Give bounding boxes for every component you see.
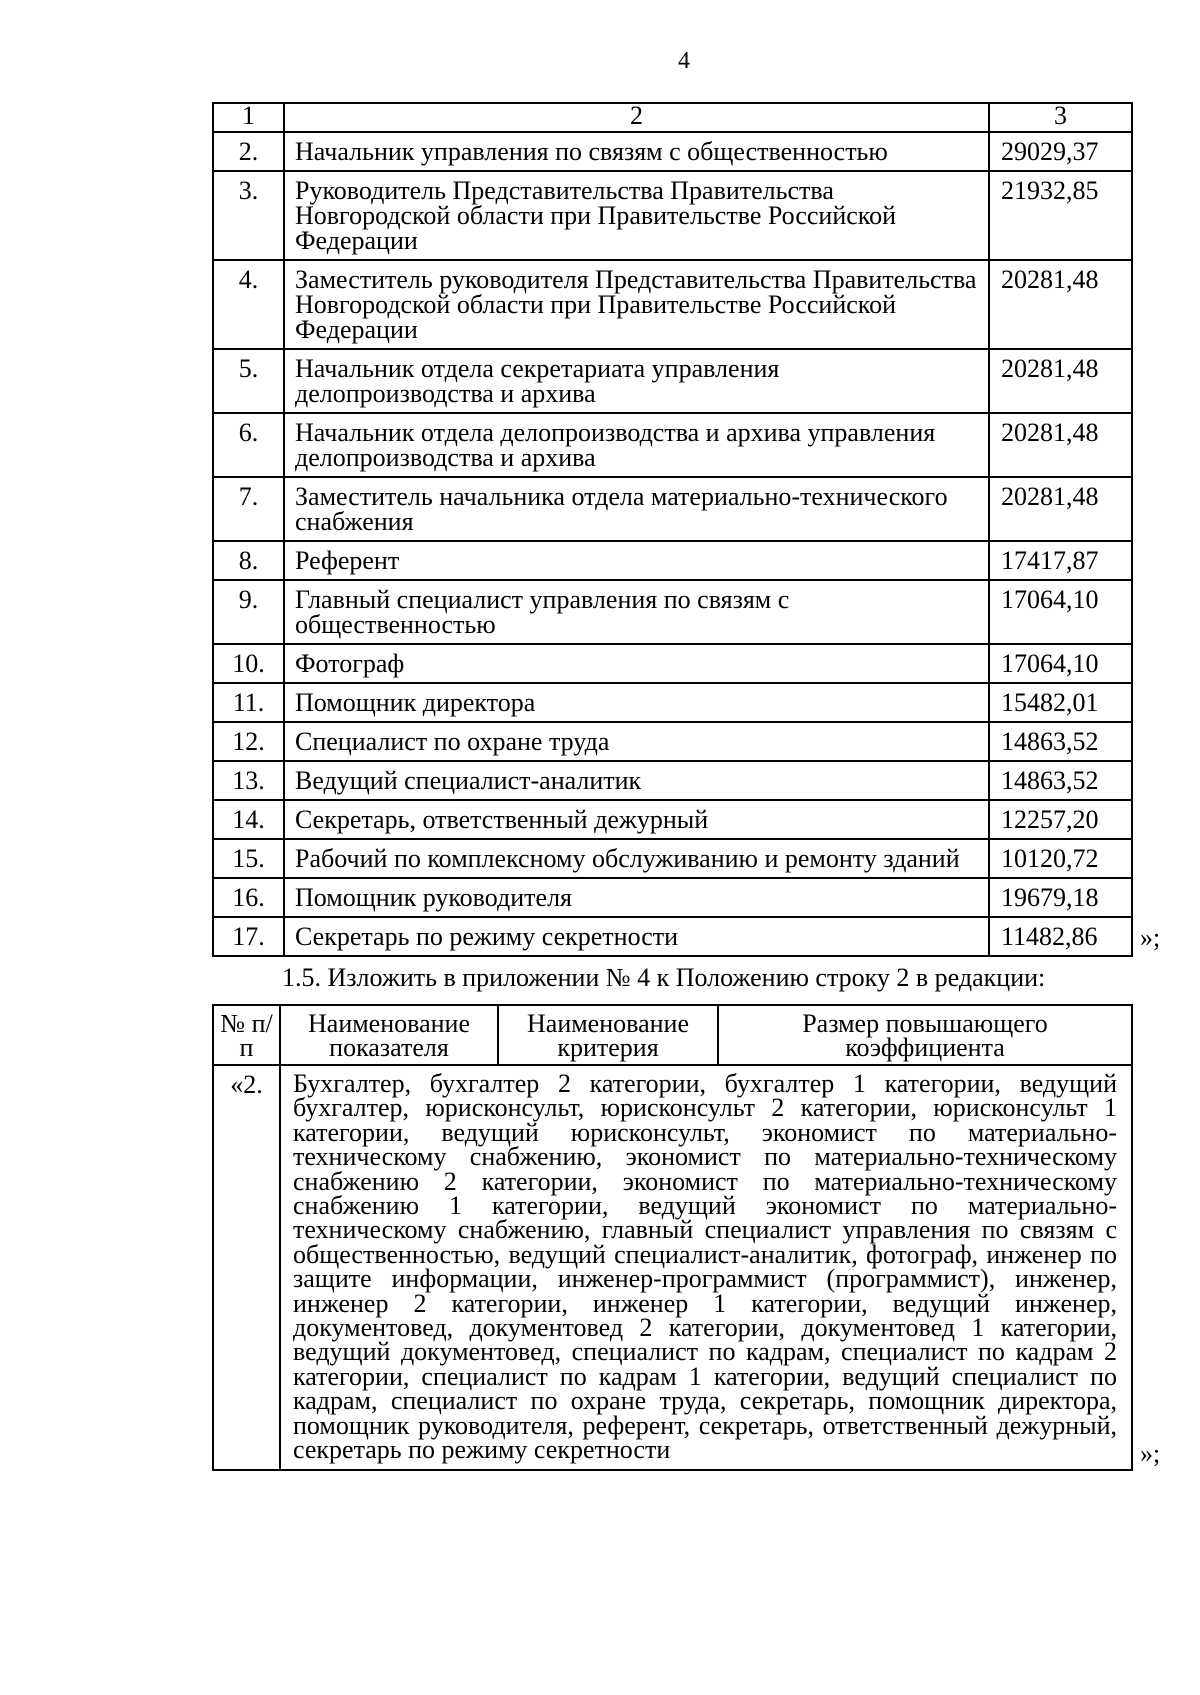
table-row (213, 477, 1132, 541)
position-name: Начальник управления по связям с общественностью (284, 132, 989, 171)
row-number: «2. (213, 1065, 280, 1470)
position-name: Помощник директора (284, 683, 989, 722)
position-name: Помощник руководителя (284, 878, 989, 917)
column-header-indicator: Наименование показателя (280, 1005, 498, 1065)
salary-value: 14863,52 (989, 761, 1132, 800)
positions-list: Бухгалтер, бухгалтер 2 категории, бухгалтер 1 категории, ведущий бухгалтер, юрисконсульт, юрисконсульт 2 категории, юрисконсульт 1 категории, ведущий юрисконсульт, экономист по материально-техническому снабжению, экономист по материально-техническому снабжению 2 категории, экономист по материально-техническому снабжению 1 категории, ведущий экономист по материально-техническому снабжению, главный специалист управления по связям с общественностью, ведущий специалист-аналитик, фотограф, инженер по защите информации, инженер-программист (программист), инженер, инженер 2 категории, инженер 1 категории, ведущий инженер, документовед, документовед 2 категории, документовед 1 категории, ведущий документовед, специалист по кадрам, специалист по кадрам 2 категории, специалист по кадрам 1 категории, ведущий специалист по кадрам, специалист по охране труда, секретарь, помощник директора, помощник руководителя, референт, секретарь, ответственный дежурный, секретарь по режиму секретности (280, 1065, 1132, 1470)
table2-closing-quote: »; (1140, 1438, 1161, 1468)
table-row (213, 260, 1132, 349)
salary-value: 14863,52 (989, 722, 1132, 761)
row-number: 4. (213, 260, 284, 349)
table-row (213, 644, 1132, 683)
table-row (213, 878, 1132, 917)
salary-value: 20281,48 (989, 413, 1132, 477)
salary-value: 17064,10 (989, 580, 1132, 644)
row-number: 15. (213, 839, 284, 878)
salary-value: 20281,48 (989, 260, 1132, 349)
row-number: 8. (213, 541, 284, 580)
salary-value: 17064,10 (989, 644, 1132, 683)
column-header-value: 3 (989, 103, 1132, 132)
column-header-criterion: Наименование критерия (498, 1005, 718, 1065)
table-row (213, 580, 1132, 644)
row-number: 9. (213, 580, 284, 644)
position-name: Начальник отдела секретариата управления делопроизводства и архива (284, 349, 989, 413)
row-number: 5. (213, 349, 284, 413)
column-header-number: № п/п (213, 1005, 280, 1065)
position-name: Секретарь, ответственный дежурный (284, 800, 989, 839)
criteria-table-header (213, 1005, 1132, 1065)
salary-value: 21932,85 (989, 171, 1132, 260)
row-number: 16. (213, 878, 284, 917)
row-number: 14. (213, 800, 284, 839)
column-header-coefficient: Размер повышающего коэффициента (718, 1005, 1132, 1065)
position-name: Руководитель Представительства Правительства Новгородской области при Правительстве Российской Федерации (284, 171, 989, 260)
position-name: Ведущий специалист-аналитик (284, 761, 989, 800)
criteria-table (212, 1004, 1133, 1471)
table-row (213, 171, 1132, 260)
position-name: Заместитель начальника отдела материально-технического снабжения (284, 477, 989, 541)
position-name: Начальник отдела делопроизводства и архива управления делопроизводства и архива (284, 413, 989, 477)
row-number: 11. (213, 683, 284, 722)
salary-value: 17417,87 (989, 541, 1132, 580)
salary-value: 20281,48 (989, 349, 1132, 413)
amendment-paragraph: 1.5. Изложить в приложении № 4 к Положению строку 2 в редакции: (282, 963, 1046, 992)
position-name: Референт (284, 541, 989, 580)
column-header-position: 2 (284, 103, 989, 132)
row-number: 6. (213, 413, 284, 477)
position-name: Главный специалист управления по связям с общественностью (284, 580, 989, 644)
table-row (213, 761, 1132, 800)
row-number: 3. (213, 171, 284, 260)
table1-closing-quote: »; (1140, 923, 1161, 952)
row-number: 7. (213, 477, 284, 541)
salary-table (212, 102, 1133, 957)
table-row (213, 413, 1132, 477)
position-name: Заместитель руководителя Представительства Правительства Новгородской области при Правительстве Российской Федерации (284, 260, 989, 349)
row-number: 13. (213, 761, 284, 800)
salary-table-header (213, 103, 1132, 132)
table-row (213, 917, 1132, 956)
table-row (213, 683, 1132, 722)
table-row (213, 132, 1132, 171)
table-row (213, 541, 1132, 580)
page-number: 4 (678, 48, 690, 74)
table-row (213, 722, 1132, 761)
position-name: Рабочий по комплексному обслуживанию и ремонту зданий (284, 839, 989, 878)
column-header-number: 1 (213, 103, 284, 132)
row-number: 17. (213, 917, 284, 956)
row-number: 10. (213, 644, 284, 683)
salary-value: 11482,86 (989, 917, 1132, 956)
table-row (213, 839, 1132, 878)
salary-value: 20281,48 (989, 477, 1132, 541)
row-number: 12. (213, 722, 284, 761)
salary-value: 29029,37 (989, 132, 1132, 171)
position-name: Фотограф (284, 644, 989, 683)
criteria-row (213, 1065, 1132, 1470)
position-name: Секретарь по режиму секретности (284, 917, 989, 956)
position-name: Специалист по охране труда (284, 722, 989, 761)
table-row (213, 800, 1132, 839)
salary-value: 10120,72 (989, 839, 1132, 878)
salary-value: 19679,18 (989, 878, 1132, 917)
table-row (213, 349, 1132, 413)
salary-value: 12257,20 (989, 800, 1132, 839)
row-number: 2. (213, 132, 284, 171)
salary-value: 15482,01 (989, 683, 1132, 722)
